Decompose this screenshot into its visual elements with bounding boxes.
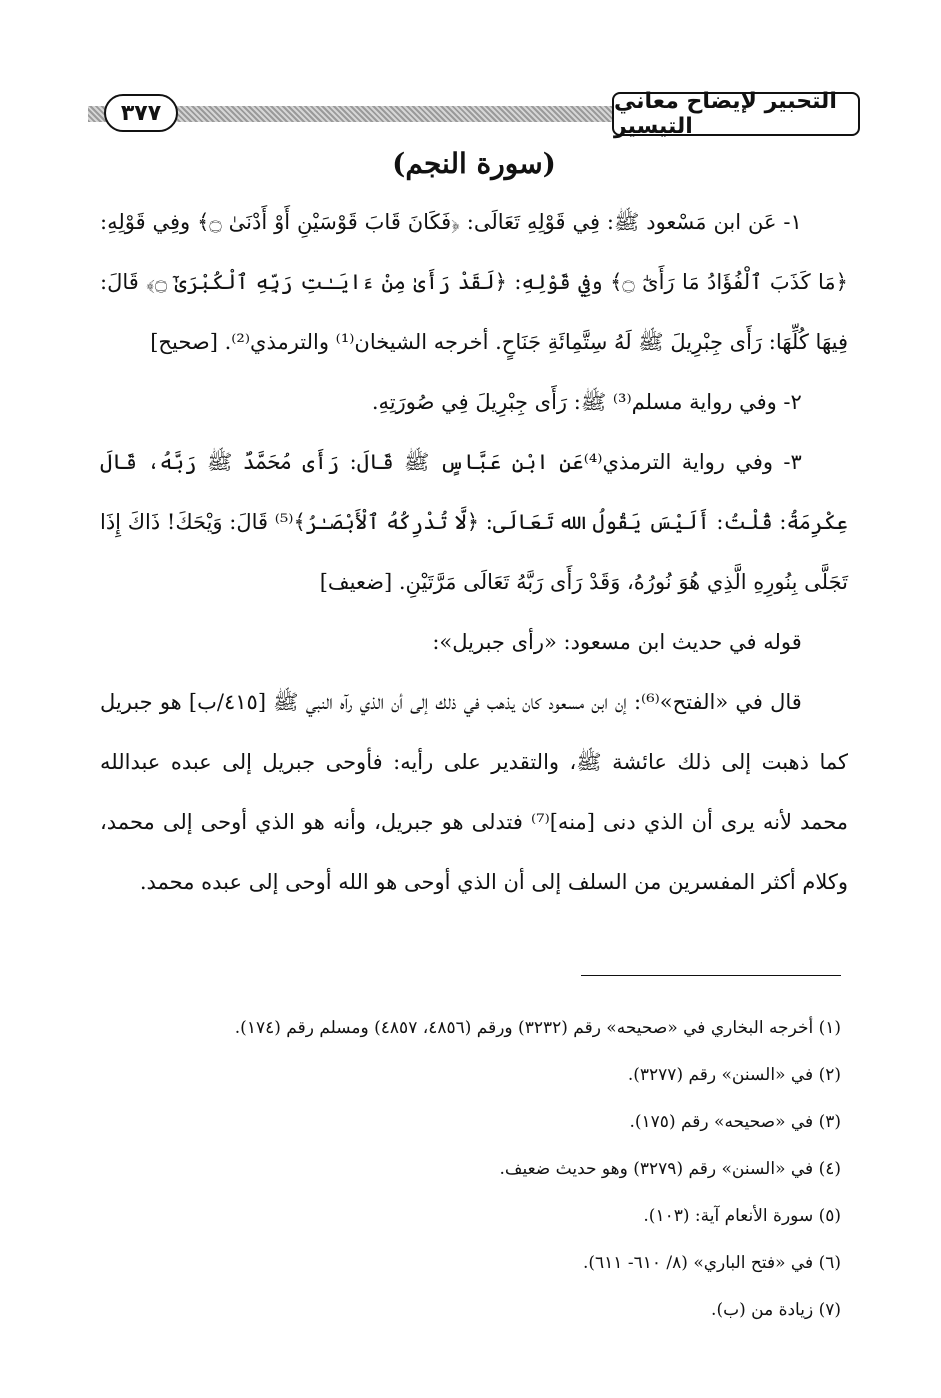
footnote-4: (٤) في «السنن» رقم (٣٢٧٩) وهو حديث ضعيف. xyxy=(499,1159,841,1179)
footnotes xyxy=(150,1005,841,1334)
footnote-3: (٣) في «صحيحه» رقم (١٧٥). xyxy=(629,1112,841,1132)
hadith-3: ٣- وفي رواية الترمذي⁽⁴⁾عَنِ ابْنِ عَبَّاسٍ ﷺ قَالَ: رَأَى مُحَمَّدٌ ﷺ رَبَّهُ، قَالَ عِكْرِمَةُ: قُلْتُ: أَلَيْسَ يَقُولُ الله تَعَالَى: ﴿لَّا تُدْرِكُهُ ٱلْأَبْصَـٰرُ﴾⁽⁵⁾ قَالَ: وَيْحَكَ! ذَاكَ إِذَا تَجَلَّى بِنُورِهِ الَّذِي هُوَ نُورُهُ، وَقَدْ رَأَى رَبَّهُ تَعَالَى مَرَّتَيْنِ. [ضعيف] xyxy=(100,450,849,594)
footnote-6: (٦) في «فتح الباري» (٨/ ٦١٠- ٦١١). xyxy=(582,1253,841,1273)
hadith-1: ١- عَن ابن مَسْعود ﷺ: فِي قَوْلِهِ تَعَالَى: ﴿فَكَانَ قَابَ قَوْسَيْنِ أَوْ أَدْنَىٰ ۝﴾ وفِي قَوْلِهِ: ﴿مَا كَذَبَ ٱلْفُؤَادُ مَا رَأَىٰٓ ۝﴾ وفِي قَوْلِهِ: ﴿لَقَدْ رَأَىٰ مِنْ ءَايَـٰتِ رَبِّهِ ٱلْكُبْرَىٰٓ ۝﴾ قَالَ: فِيهَا كُلِّهَا: رَأَى جِبْرِيلَ ﷺ لَهُ سِتَّمِائَةِ جَنَاحٍ. أخرجه الشيخان⁽¹⁾ والترمذي⁽²⁾. [صحيح] xyxy=(100,210,848,354)
running-header xyxy=(88,89,860,140)
footnote-divider xyxy=(581,975,841,976)
hadith-2: ٢- وفي رواية مسلم⁽³⁾ ﷺ: رَأَى جِبْرِيلَ فِي صُورَتِهِ. xyxy=(371,390,802,414)
main-text xyxy=(100,136,848,912)
footnote-7: (٧) زيادة من (ب). xyxy=(711,1300,841,1320)
surah-title: (سورة النجم) xyxy=(392,147,556,180)
commentary-heading: قوله في حديث ابن مسعود: «رأى جبريل»: xyxy=(432,630,802,654)
footnote-2: (٢) في «السنن» رقم (٣٢٧٧). xyxy=(627,1065,841,1085)
footnote-1: (١) أخرجه البخاري في «صحيحه» رقم (٣٢٣٢) ورقم (٤٨٥٦، ٤٨٥٧) ومسلم رقم (١٧٤). xyxy=(234,1018,841,1038)
commentary-paragraph: قال في «الفتح»⁽⁶⁾: إن ابن مسعود كان يذهب في ذلك إلى أن الذي رآه النبي ﷺ [٤١٥/ب] هو جبريل كما ذهبت إلى ذلك عائشة ﷺ، والتقدير على رأيه: فأوحى جبريل إلى عبده عبدالله محمد لأنه يرى أن الذي دنى [منه]⁽⁷⁾ فتدلى هو جبريل، وأنه هو الذي أوحى إلى محمد، وكلام أكثر المفسرين من السلف إلى أن الذي أوحى هو الله أوحى إلى عبده محمد. xyxy=(100,690,848,894)
footnote-5: (٥) سورة الأنعام آية: (١٠٣). xyxy=(643,1206,841,1226)
book-title: التحبير لإيضاح معاني التيسير xyxy=(612,92,860,136)
page-number: ٣٧٧ xyxy=(104,94,178,132)
